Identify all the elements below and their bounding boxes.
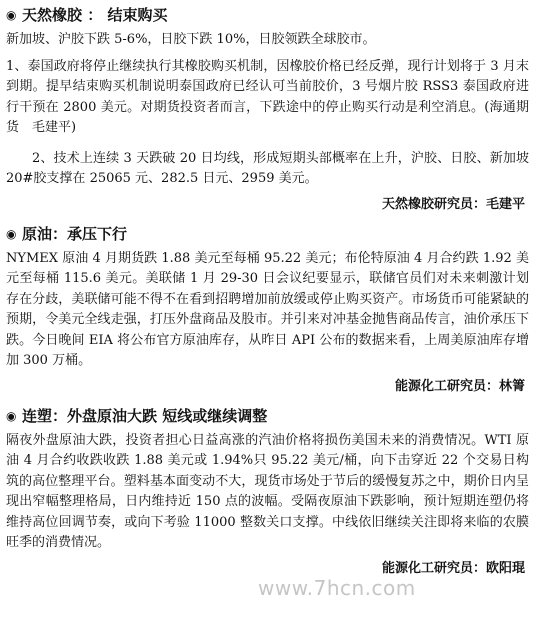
author-crude-oil: 能源化工研究员：林箐	[394, 378, 525, 394]
section-title-crude-oil	[6, 223, 529, 245]
bullet-icon: ◉	[6, 8, 17, 22]
watermark: www.7hcn.com	[258, 576, 416, 600]
section-title-plastics	[6, 405, 529, 427]
section-title-text: 连塑：外盘原油大跌 短线或继续调整	[22, 406, 268, 425]
section-title-text: 天然橡胶 ： 结束购买	[22, 6, 168, 24]
paragraph: 隔夜外盘原油大跌，投资者担心日益高涨的汽油价格将损伤美国未来的消费情况。WTI 原油 4 月合约收跌收跌 1.88 美元或 1.94%只 95.22 美元/桶，向下击穿近 22 个交易日构筑的高位整理平台。塑料基本面变动不大，现货市场处于节后的缓慢复苏之中，期价日内呈现出窄幅整理格局，日内维持近 150 点的波幅。受隔夜原油下跌影响，预计短期连塑仍将维持高位回调节奏，或向下考验 11000 整数关口支撑。中线依旧继续关注即将来临的农膜旺季的消费情况。	[6, 432, 529, 550]
paragraph: 2、技术上连续 3 天跌破 20 日均线，形成短期头部概率在上升，沪胶、日胶、新加坡 20#胶支撑在 25065 元、282.5 日元、2959 美元。	[6, 150, 529, 186]
bullet-icon: ◉	[6, 408, 17, 423]
bullet-icon: ◉	[6, 226, 17, 241]
paragraph: 1、泰国政府将停止继续执行其橡胶购买机制，因橡胶价格已经反弹，现行计划将于 3 月末到期。提早结束购买机制说明泰国政府已经认可当前胶价，3 号烟片胶 RSS3 泰国政府进行干预在 2800 美元。对期货投资者而言，下跌途中的停止购买行动是利空消息。(海通期货 毛建平)	[6, 58, 529, 135]
paragraph: 新加坡、沪胶下跌 5-6%，日胶下跌 10%，日胶领跌全球胶市。	[6, 32, 376, 47]
author-plastics: 能源化工研究员：欧阳琨	[381, 560, 525, 576]
paragraph: NYMEX 原油 4 月期货跌 1.88 美元至每桶 95.22 美元；布伦特原油 4 月合约跌 1.92 美元至每桶 115.6 美元。美联储 1 月 29-30 日会议纪要显示，联储官员们对未来刺激计划存在分歧，美联储可能不得不在看到招聘增加前放缓或停止购买资产。市场货币可能紧缺的预期，令美元全线走强，打压外盘商品及股市。并引来对冲基金抛售商品传言，油价承压下跌。今日晚间 EIA 将公布官方原油库存，从昨日 API 公布的数据来看，上周美原油库存增加 300 万桶。	[6, 250, 529, 368]
section-title-rubber	[6, 4, 529, 26]
section-title-text: 原油：承压下行	[22, 224, 128, 243]
author-rubber: 天然橡胶研究员：毛建平	[381, 196, 525, 212]
